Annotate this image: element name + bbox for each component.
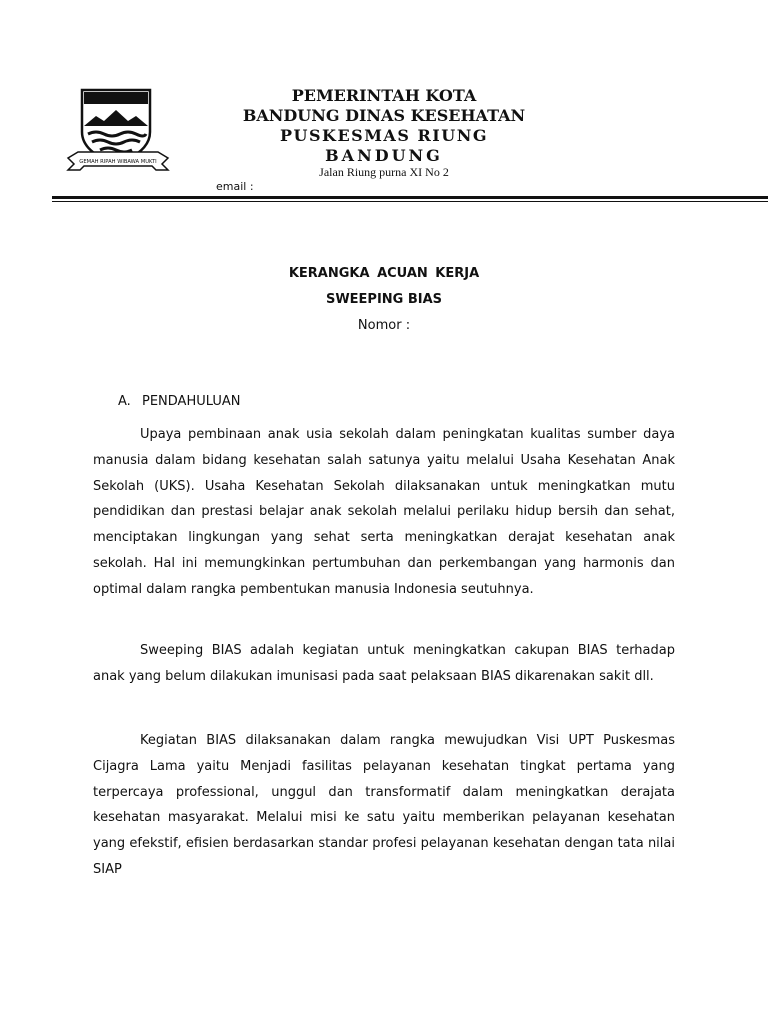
document-number-label: Nomor :: [357, 318, 411, 333]
letterhead-divider-thick: [52, 196, 768, 199]
paragraph-1: Upaya pembinaan anak usia sekolah dalam peningkatan kualitas sumber daya manusia dalam bidang kesehatan salah satunya yaitu melalui Usaha Kesehatan Anak Sekolah (UKS). Usaha Kesehatan Sekolah dilaksanakan untuk meningkatkan mutu pendidikan dan prestasi belajar anak sekolah melalui perilaku hidup bersih dan sehat, menciptakan lingkungan yang sehat serta meningkatkan derajat kesehatan anak sekolah. Hal ini memungkinkan pertumbuhan dan perkembangan yang harmonis dan optimal dalam rangka pembentukan manusia Indonesia seutuhnya.: [93, 427, 675, 597]
letterhead-email-label: email :: [216, 180, 254, 193]
section-heading-a: [118, 394, 240, 409]
document-title: KERANGKA ACUAN KERJA: [288, 266, 480, 281]
letterhead-line-2: BANDUNG DINAS KESEHATAN: [242, 106, 526, 125]
logo-motto-text: GEMAH RIPAH WIBAWA MUKTI: [79, 159, 157, 165]
paragraph-3: Kegiatan BIAS dilaksanakan dalam rangka mewujudkan Visi UPT Puskesmas Cijagra Lama yaitu Menjadi fasilitas pelayanan kesehatan tingkat pertama yang terpercaya professional, unggul dan transformatif dalam meningkatkan derajata kesehatan masyarakat. Melalui misi ke satu yaitu memberikan pelayanan kesehatan yang efekstif, efisien berdasarkan standar profesi pelayanan kesehatan dengan tata nilai SIAP: [93, 733, 675, 877]
letterhead-line-1: PEMERINTAH KOTA: [291, 86, 477, 105]
letterhead-divider-thin: [52, 201, 768, 202]
letterhead-line-4: BANDUNG: [325, 146, 443, 165]
section-title: PENDAHULUAN: [142, 394, 241, 409]
section-letter: A.: [118, 394, 131, 409]
document-subtitle: SWEEPING BIAS: [325, 292, 443, 307]
paragraph-2: Sweeping BIAS adalah kegiatan untuk meningkatkan cakupan BIAS terhadap anak yang belum dilakukan imunisasi pada saat pelaksaan BIAS dikarenakan sakit dll.: [93, 643, 675, 684]
letterhead-address: Jalan Riung purna XI No 2: [319, 165, 449, 179]
letterhead-line-3: PUSKESMAS RIUNG: [280, 126, 488, 145]
